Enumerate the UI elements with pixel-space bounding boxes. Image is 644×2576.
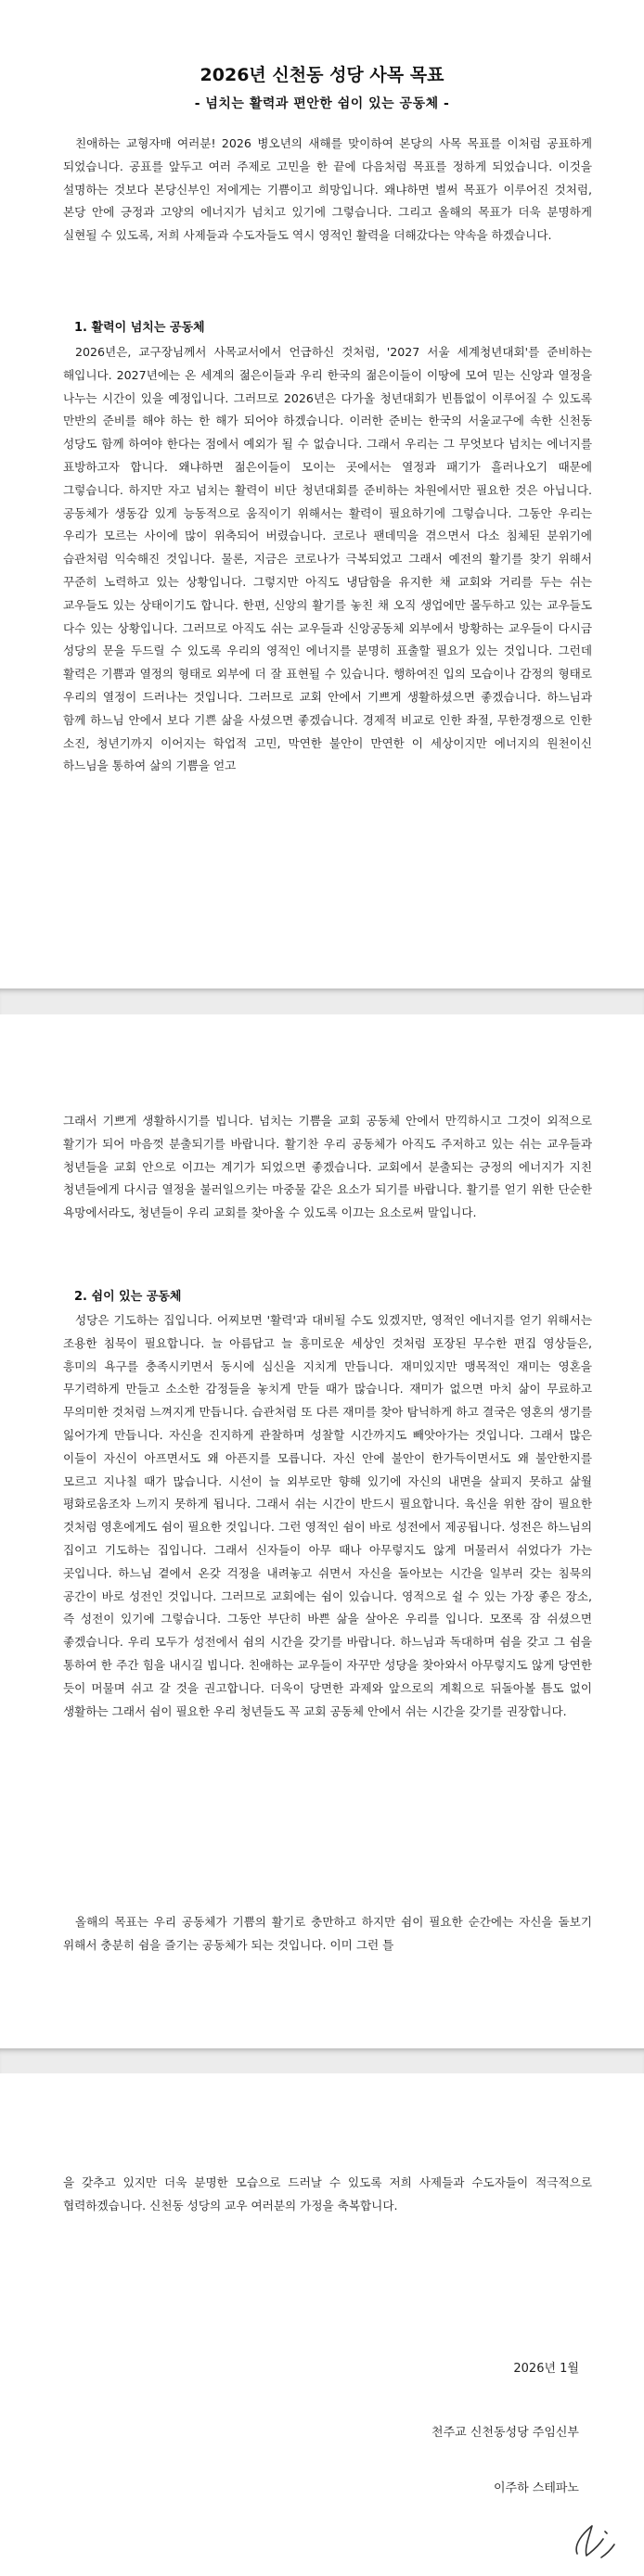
document-subtitle: - 넘치는 활력과 편안한 쉼이 있는 공동체 - (194, 96, 450, 111)
page-break (0, 2048, 644, 2073)
section-1-paragraph-continued: 그래서 기쁘게 생활하시기를 빕니다. 넘치는 기쁨을 교회 공동체 안에서 만끽하시고 그것이 외적으로 활기가 되어 마음껏 분출되기를 바랍니다. 활기찬 우리 공동체가 아직도 주저하고 있는 쉬는 교우들과 청년들을 교회 안으로 이끄는 계기가 되었으면 좋겠습니다. 교회에서 분출되는 긍정의 에너지가 지친 청년들에게 다시금 열정을 불러일으키는 마중물 같은 요소가 되기를 바랍니다. 활기를 얻기 위한 단순한 욕망에서라도, 청년들이 우리 교회를 찾아올 수 있도록 이끄는 요소로써 말입니다. (63, 1114, 592, 1220)
section-1-heading: 1. 활력이 넘치는 공동체 (74, 321, 205, 335)
section-2-paragraph: 성당은 기도하는 집입니다. 어찌보면 '활력'과 대비될 수도 있겠지만, 영적인 에너지를 얻기 위해서는 조용한 침묵이 필요합니다. 늘 아름답고 늘 흥미로운 세상인 것처럼 포장된 무수한 편집 영상들은, 흥미의 욕구를 충족시키면서 동시에 심신을 지치게 만듭니다. 재미있지만 맹목적인 재미는 영혼을 무기력하게 만들고 소소한 감정들을 놓치게 만들 때가 많습니다. 재미가 없으면 마치 삶이 무료하고 무의미한 것처럼 느껴지게 만듭니다. 습관처럼 또 다른 재미를 찾아 탐닉하게 하고 결국은 영혼의 생기를 잃어가게 만듭니다. 자신을 진지하게 관찰하며 성찰할 시간까지도 빼앗아가는 것입니다. 그래서 많은 이들이 자신이 아프면서도 왜 아픈지를 모릅니다. 자신 안에 불안이 한가득이면서도 왜 불안한지를 모르고 지나칠 때가 많습니다. 시선이 늘 외부로만 향해 있기에 자신의 내면을 살피지 못하고 삶월 평화로움조차 느끼지 못하게 됩니다. 그래서 쉬는 시간이 반드시 필요합니다. 육신을 위한 잠이 필요한 것처럼 영혼에게도 쉼이 필요한 것입니다. 그런 영적인 쉼이 바로 성전에서 제공됩니다. 성전은 하느님의 집이고 기도하는 집입니다. 그래서 신자들이 아무 때나 아무렇지도 않게 머물러서 쉬었다가 가는 곳입니다. 하느님 곁에서 온갖 걱정을 내려놓고 쉬면서 자신을 돌아보는 시간을 일부러 갖는 침묵의 공간이 바로 성전인 것입니다. 그러므로 교회에는 쉼이 있습니다. 영적으로 쉴 수 있는 가장 좋은 장소, 즉 성전이 있기에 그렇습니다. 그동안 부단히 바쁜 삶을 살아온 우리를 입니다. 모쪼록 잠 쉬셨으면 좋겠습니다. 우리 모두가 성전에서 쉼의 시간을 갖기를 바랍니다. 하느님과 독대하며 쉼을 갖고 그 쉼을 통하여 한 주간 힘을 내시길 빕니다. 친애하는 교우들이 자꾸만 성당을 찾아와서 아무렇지도 않게 당연한 듯이 머물며 쉬고 갈 것을 권고합니다. 더욱이 당면한 과제와 앞으로의 계획으로 뒤돌아볼 틈도 없이 생활하는 그래서 쉼이 필요한 우리 청년들도 꼭 교회 공동체 안에서 쉬는 시간을 갖기를 권장합니다. (63, 1313, 592, 1718)
closing-paragraph: 을 갖추고 있지만 더욱 분명한 모습으로 드러날 수 있도록 저희 사제들과 수도자들이 적극적으로 협력하겠습니다. 신천동 성당의 교우 여러분의 가정을 축복합니다. (63, 2175, 592, 2213)
goal-summary-paragraph: 올해의 목표는 우리 공동체가 기쁨의 활기로 충만하고 하지만 쉼이 필요한 순간에는 자신을 돌보기 위해서 충분히 쉼을 즐기는 공동체가 되는 것입니다. 이미 그런 틀 (63, 1915, 592, 1952)
handwritten-signature (564, 2517, 618, 2561)
document-date: 2026년 1월 (513, 2362, 579, 2376)
signoff-name: 이주하 스테파노 (493, 2481, 579, 2495)
page-3 (0, 2073, 644, 2576)
intro-paragraph: 친애하는 교형자매 여러분! 2026 병오년의 새해를 맞이하여 본당의 사목 목표를 이처럼 공표하게 되었습니다. 공표를 앞두고 여러 주제로 고민을 한 끝에 다음처럼 목표를 정하게 되었습니다. 이것을 설명하는 것보다 본당신부인 저에게는 기쁨이고 희망입니다. 왜냐하면 벌써 목표가 이루어진 것처럼, 본당 안에 긍정과 고양의 에너지가 넘치고 있기에 그렇습니다. 그리고 올해의 목표가 더욱 분명하게 실현될 수 있도록, 저희 사제들과 수도자들도 역시 영적인 활력을 더해갔다는 약속을 하겠습니다. (63, 136, 592, 243)
signoff-organization: 천주교 신천동성당 주임신부 (431, 2426, 579, 2440)
document-title: 2026년 신천동 성당 사목 목표 (200, 65, 444, 85)
page-break (0, 988, 644, 1014)
section-1-paragraph: 2026년은, 교구장님께서 사목교서에서 언급하신 것처럼, '2027 서울 세계청년대회'를 준비하는 해입니다. 2027년에는 온 세계의 젊은이들과 우리 한국의 젊은이들이 이땅에 모여 믿는 신앙과 열정을 나누는 시간이 있을 예정입니다. 그러므로 2026년은 다가올 청년대회가 빈틈없이 이루어질 수 있도록 만반의 준비를 해야 하는 한 해가 되어야 하겠습니다. 이러한 준비는 한국의 서울교구에 속한 신천동 성당도 함께 하여야 한다는 점에서 예외가 될 수 없습니다. 그래서 우리는 그 무엇보다 넘치는 에너지를 표방하고자 합니다. 왜냐하면 젊은이들이 모이는 곳에서는 열정과 패기가 흘러나오기 때문에 그렇습니다. 하지만 자고 넘치는 활력이 비단 청년대회를 준비하는 차원에서만 필요한 것은 아닙니다. 공동체가 생동감 있게 능동적으로 움직이기 위해서는 활력이 필요하기에 그렇습니다. 그동안 우리는 우리가 모르는 사이에 많이 위축되어 버렸습니다. 코로나 팬데믹을 겪으면서 다소 침체된 분위기에 습관처럼 익숙해진 것입니다. 물론, 지금은 코로나가 극복되었고 그래서 예전의 활기를 찾기 위해서 꾸준히 노력하고 있는 상황입니다. 그렇지만 아직도 냉담함을 유지한 채 교회와 거리를 두는 쉬는 교우들도 있는 상태이기도 합니다. 한편, 신앙의 활기를 놓친 채 오직 생업에만 몰두하고 있는 교우들도 다수 있는 상황입니다. 그러므로 아직도 쉬는 교우들과 신앙공동체 외부에서 방황하는 교우들이 다시금 성당의 문을 두드릴 수 있도록 우리의 영적인 에너지를 분명히 표출할 필요가 있는 것입니다. 그런데 활력은 기쁨과 열정의 형태로 외부에 더 잘 표현될 수 있습니다. 행하여진 입의 모습이나 감정의 형태로 우리의 열정이 드러나는 것입니다. 그러므로 교회 안에서 기쁘게 생활하셨으면 좋겠습니다. 하느님과 함께 하느님 안에서 보다 기쁜 삶을 사셨으면 좋겠습니다. 경제적 비교로 인한 좌절, 무한경쟁으로 인한 소진, 청년기까지 이어지는 학업적 고민, 막연한 불안이 만연한 이 세상이지만 에너지의 원천이신 하느님을 통하여 삶의 기쁨을 얻고 (63, 345, 592, 773)
section-2-heading: 2. 쉼이 있는 공동체 (74, 1290, 182, 1304)
